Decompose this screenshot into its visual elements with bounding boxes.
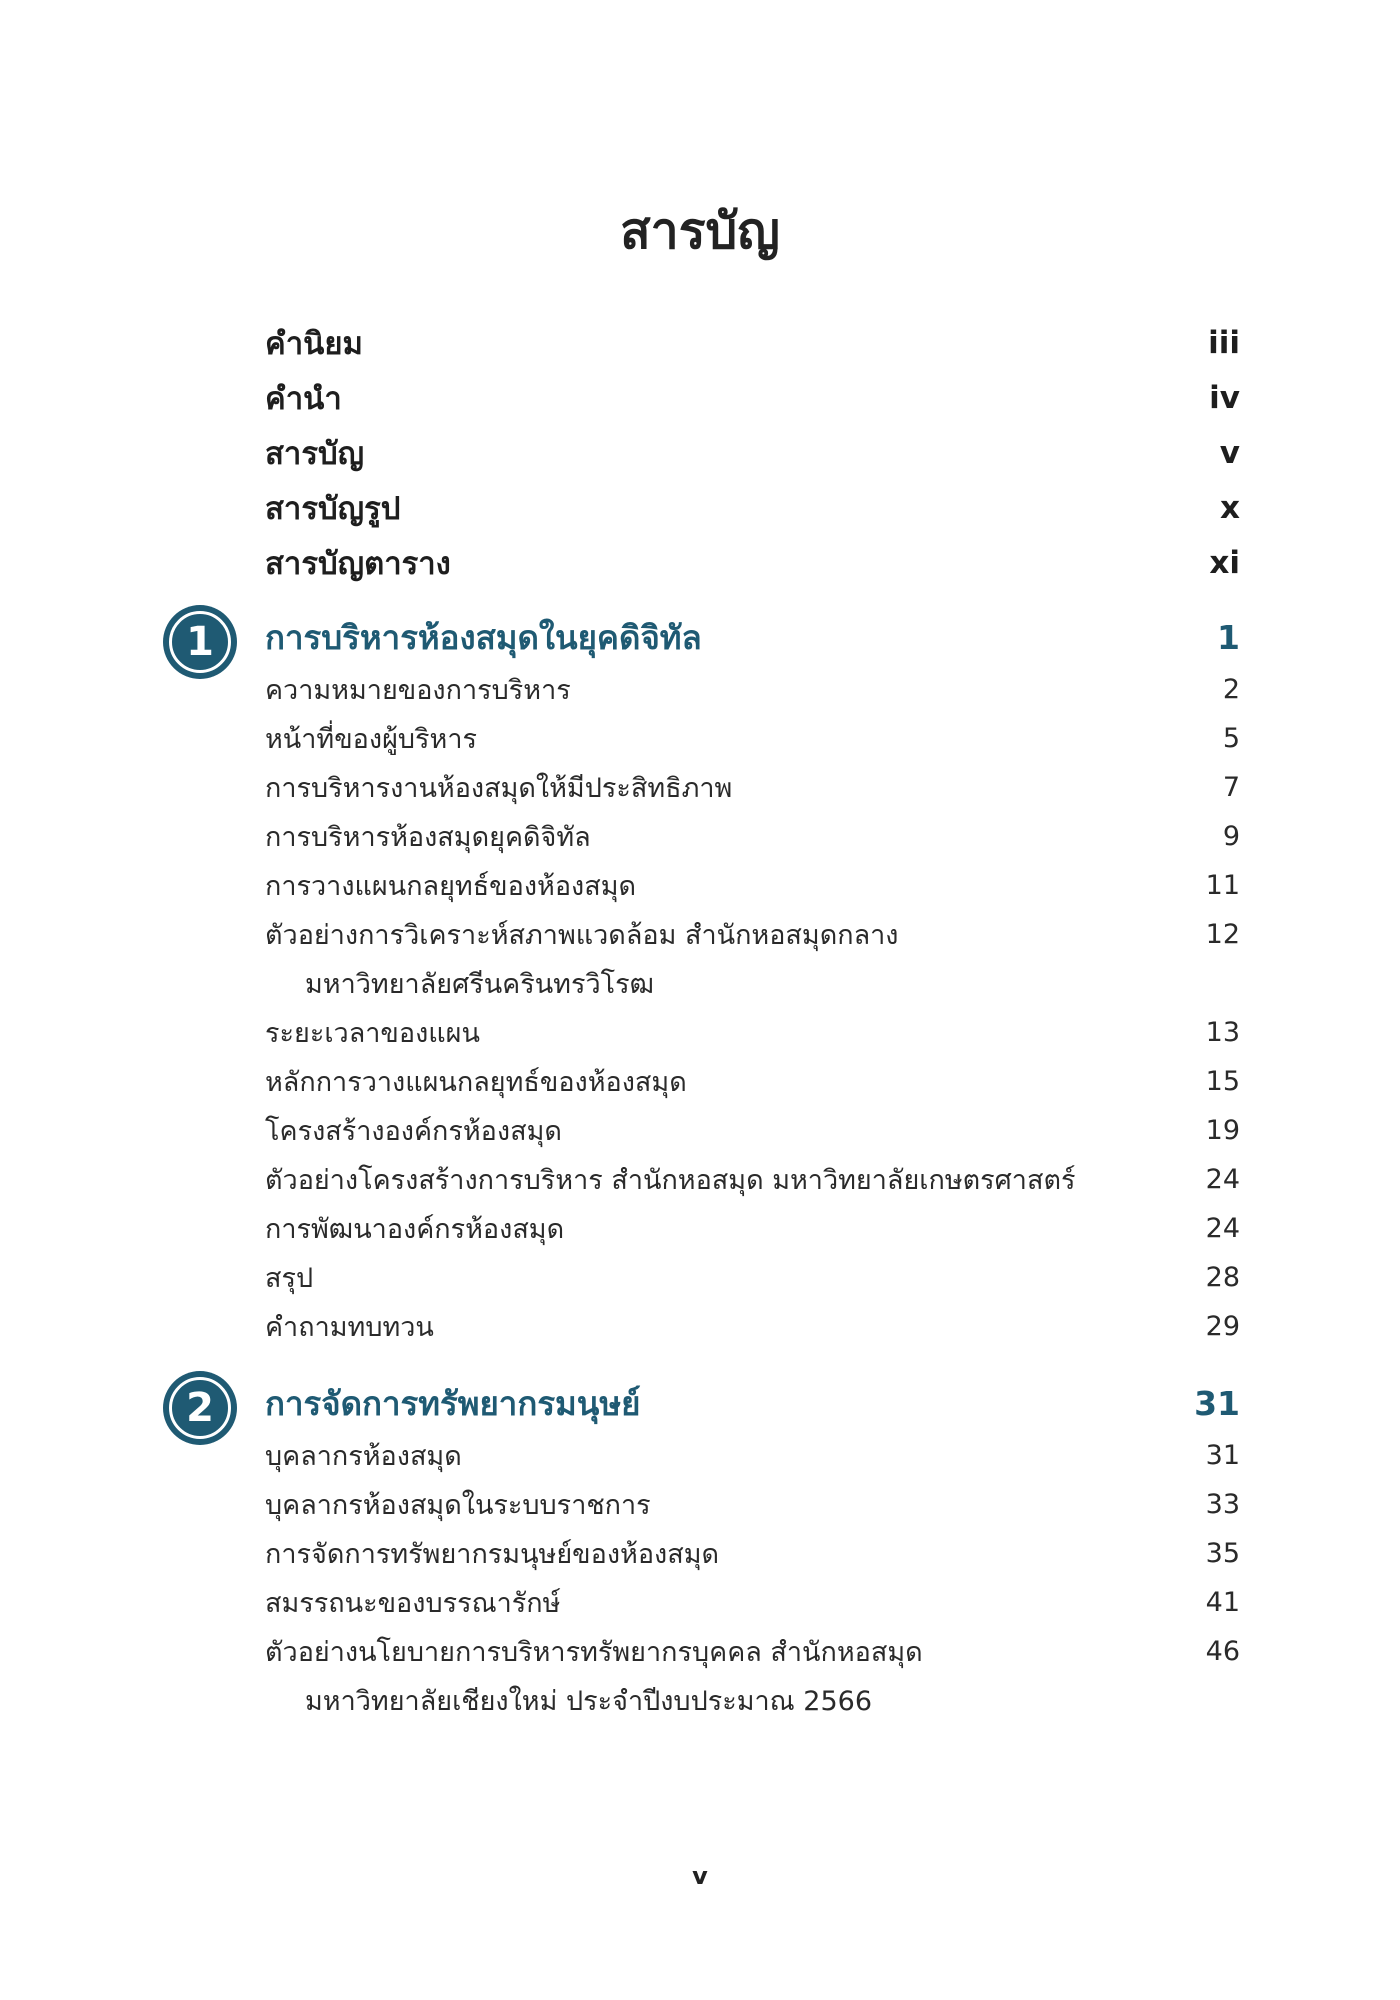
toc-label: ตัวอย่างนโยบายการบริหารทรัพยากรบุคคล สำนักหอสมุด	[265, 1636, 923, 1668]
toc-label: มหาวิทยาลัยศรีนครินทรวิโรฒ	[305, 968, 655, 1000]
page-title: สารบัญ	[620, 202, 780, 260]
toc-page: 46	[1205, 1635, 1240, 1667]
toc-label: คำนำ	[265, 381, 342, 417]
toc-chapter-2[interactable]	[265, 1378, 1240, 1428]
toc-entry[interactable]	[265, 909, 1240, 959]
toc-page: 15	[1205, 1065, 1240, 1097]
toc-page: 41	[1205, 1586, 1240, 1618]
toc-page: iii	[1208, 325, 1240, 361]
toc-label: ตัวอย่างโครงสร้างการบริหาร สำนักหอสมุด มหาวิทยาลัยเกษตรศาสตร์	[265, 1164, 1076, 1196]
toc-entry[interactable]	[265, 1577, 1240, 1627]
toc-page: 1	[1217, 617, 1240, 657]
toc-label: หลักการวางแผนกลยุทธ์ของห้องสมุด	[265, 1066, 687, 1098]
toc-front-figures[interactable]	[265, 483, 1240, 533]
toc-label: การบริหารห้องสมุดยุคดิจิทัล	[265, 821, 591, 853]
toc-label: การจัดการทรัพยากรมนุษย์ของห้องสมุด	[265, 1538, 720, 1570]
toc-page: iv	[1209, 380, 1240, 416]
chapter-title: การจัดการทรัพยากรมนุษย์	[265, 1383, 641, 1423]
toc-entry[interactable]	[265, 1430, 1240, 1480]
toc-entry[interactable]	[265, 664, 1240, 714]
toc-page: 19	[1205, 1114, 1240, 1146]
toc-label: มหาวิทยาลัยเชียงใหม่ ประจำปีงบประมาณ 2566	[305, 1685, 873, 1717]
toc-page: 29	[1205, 1310, 1240, 1342]
toc-page: 35	[1205, 1537, 1240, 1569]
toc-entry[interactable]	[265, 860, 1240, 910]
toc-entry[interactable]	[265, 1626, 1240, 1676]
toc-page: 5	[1222, 722, 1240, 754]
toc-entry[interactable]	[265, 1203, 1240, 1253]
toc-label: การพัฒนาองค์กรห้องสมุด	[265, 1213, 565, 1245]
toc-entry[interactable]	[265, 1528, 1240, 1578]
toc-page: 9	[1222, 820, 1240, 852]
toc-page: 31	[1205, 1439, 1240, 1471]
toc-label: การวางแผนกลยุทธ์ของห้องสมุด	[265, 870, 637, 902]
toc-entry[interactable]	[265, 1056, 1240, 1106]
toc-entry[interactable]	[265, 1252, 1240, 1302]
toc-page: 24	[1205, 1163, 1240, 1195]
toc-entry-continuation[interactable]	[265, 958, 1240, 1008]
toc-entry[interactable]	[265, 1301, 1240, 1351]
toc-label: การบริหารงานห้องสมุดให้มีประสิทธิภาพ	[265, 772, 733, 804]
toc-page: 7	[1222, 771, 1240, 803]
toc-page: xi	[1209, 545, 1240, 581]
toc-page: 2	[1222, 673, 1240, 705]
toc-entry[interactable]	[265, 713, 1240, 763]
toc-front-preface[interactable]	[265, 373, 1240, 423]
toc-label: สมรรถนะของบรรณารักษ์	[265, 1587, 561, 1619]
toc-front-foreword[interactable]	[265, 318, 1240, 368]
toc-label: สรุป	[265, 1262, 314, 1294]
toc-label: บุคลากรห้องสมุดในระบบราชการ	[265, 1489, 651, 1521]
toc-entry-continuation[interactable]	[265, 1675, 1240, 1725]
toc-entry[interactable]	[265, 1154, 1240, 1204]
toc-label: ตัวอย่างการวิเคราะห์สภาพแวดล้อม สำนักหอสมุดกลาง	[265, 919, 899, 951]
toc-page: 33	[1205, 1488, 1240, 1520]
toc-page: x	[1220, 490, 1240, 526]
chapter-1-number: 1	[169, 611, 231, 673]
toc-page: v	[1219, 435, 1240, 471]
toc-entry[interactable]	[265, 762, 1240, 812]
toc-label: ระยะเวลาของแผน	[265, 1017, 480, 1049]
toc-entry[interactable]	[265, 1007, 1240, 1057]
toc-label: สารบัญ	[265, 436, 365, 472]
toc-label: สารบัญรูป	[265, 491, 401, 527]
chapter-2-number: 2	[169, 1377, 231, 1439]
toc-chapter-1[interactable]	[265, 612, 1240, 662]
toc-page: 28	[1205, 1261, 1240, 1293]
toc-page: 24	[1205, 1212, 1240, 1244]
toc-label: บุคลากรห้องสมุด	[265, 1440, 462, 1472]
toc-label: หน้าที่ของผู้บริหาร	[265, 723, 477, 755]
toc-label: สารบัญตาราง	[265, 546, 451, 582]
toc-label: ความหมายของการบริหาร	[265, 674, 571, 706]
toc-front-tables[interactable]	[265, 538, 1240, 588]
toc-label: คำถามทบทวน	[265, 1311, 434, 1343]
toc-label: โครงสร้างองค์กรห้องสมุด	[265, 1115, 562, 1147]
toc-entry[interactable]	[265, 1479, 1240, 1529]
chapter-1-badge	[163, 605, 237, 679]
toc-page: 12	[1205, 918, 1240, 950]
chapter-2-badge	[163, 1371, 237, 1445]
toc-label: คำนิยม	[265, 326, 363, 362]
chapter-title: การบริหารห้องสมุดในยุคดิจิทัล	[265, 617, 702, 657]
page-number: v	[692, 1862, 708, 1890]
toc-entry[interactable]	[265, 811, 1240, 861]
toc-front-contents[interactable]	[265, 428, 1240, 478]
toc-page: 11	[1205, 869, 1240, 901]
toc-page: 31	[1194, 1383, 1240, 1423]
toc-page: 13	[1205, 1016, 1240, 1048]
toc-entry[interactable]	[265, 1105, 1240, 1155]
